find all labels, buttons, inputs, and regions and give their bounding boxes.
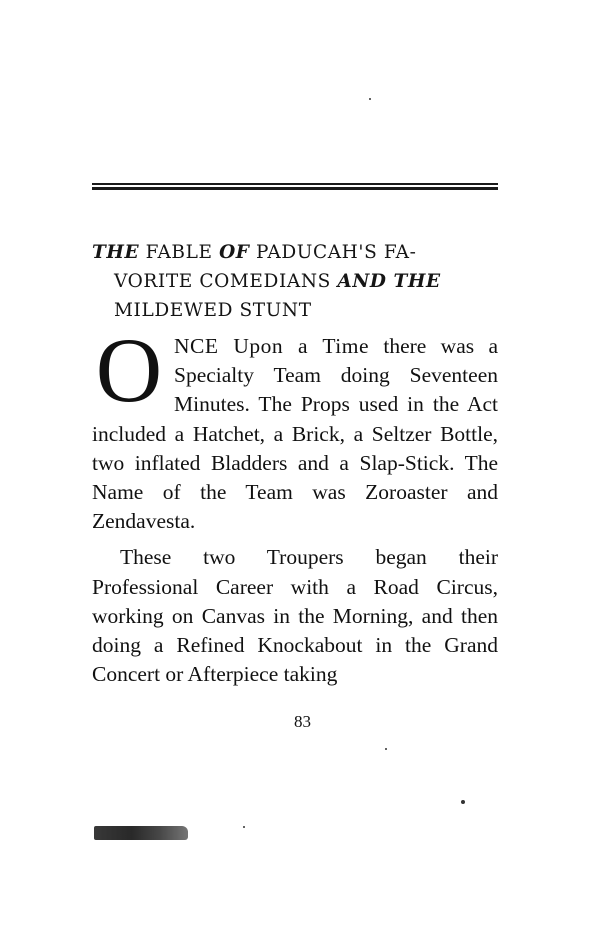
title-word-the: THE bbox=[92, 242, 140, 263]
ink-smudge bbox=[94, 826, 188, 840]
body-text bbox=[92, 319, 498, 689]
title-fragment: FABLE bbox=[139, 242, 220, 263]
paragraph-2: These two Troupers began their Professional Career with a Road Circus, working on Canvas in the Morning, and then doing a Refined Knockabout in the Grand Concert or Afterpiece taking bbox=[92, 545, 498, 687]
speck bbox=[243, 826, 245, 828]
speck bbox=[369, 98, 371, 100]
header-rule-top bbox=[92, 183, 498, 185]
title-line-1 bbox=[92, 238, 498, 267]
title-word-of: OF bbox=[219, 242, 250, 263]
title-fragment: PADUCAH'S FA- bbox=[249, 242, 417, 263]
header-rule-bottom bbox=[92, 187, 498, 190]
title-fragment: MILDEWED STUNT bbox=[114, 300, 312, 321]
paragraph-lead: NCE Upon a Time bbox=[174, 334, 370, 358]
chapter-title bbox=[92, 238, 498, 325]
title-fragment: VORITE COMEDIANS bbox=[114, 271, 338, 292]
title-word-and-the: AND THE bbox=[337, 271, 441, 292]
page-number: 83 bbox=[294, 712, 311, 731]
drop-cap: O bbox=[95, 319, 163, 421]
speck bbox=[461, 800, 465, 804]
speck bbox=[385, 748, 387, 750]
paragraph-1-text: there was a Specialty Team doing Seventeen Minutes. The Props used in the Act included a Hatchet, a Brick, a Seltzer Bottle, two inflated Bladders and a Slap-Stick. The Name of the Team was Zoroaster and Zendavesta. bbox=[92, 334, 498, 534]
title-line-2 bbox=[92, 267, 498, 296]
